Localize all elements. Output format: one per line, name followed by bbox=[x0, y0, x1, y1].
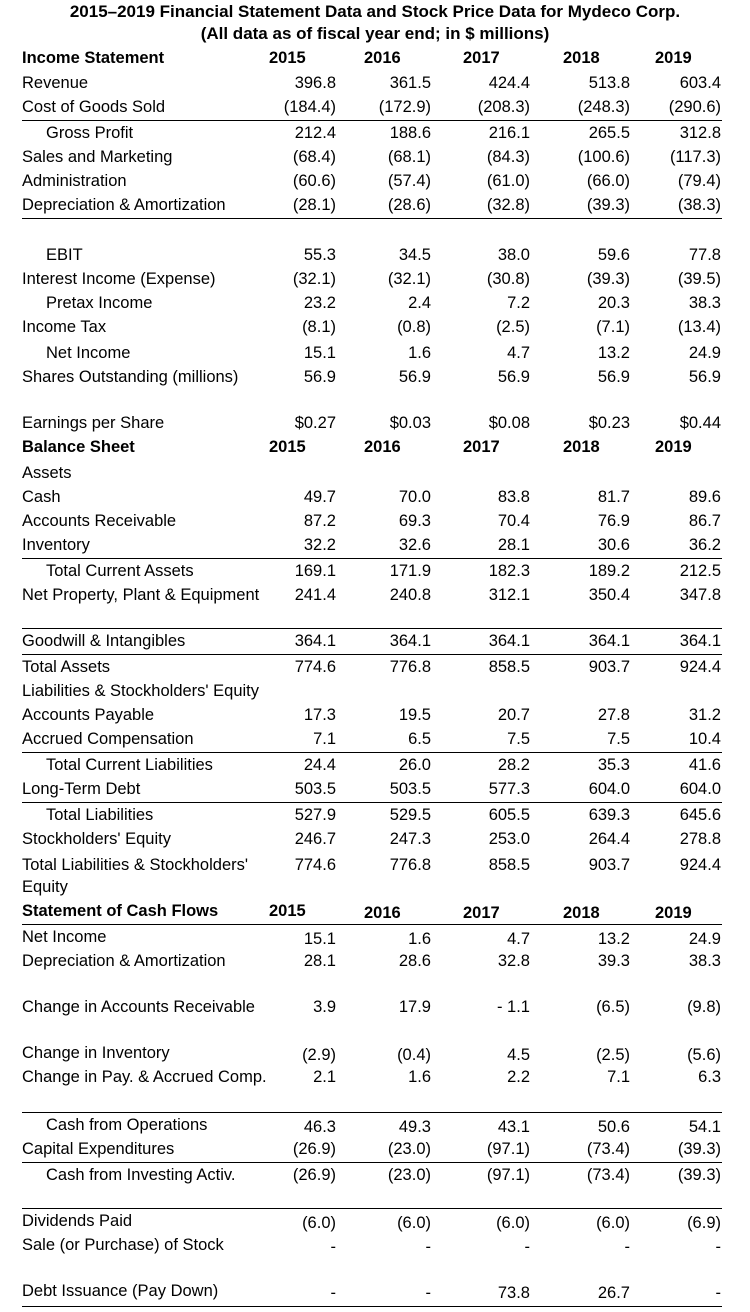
cell-value: 24.4 bbox=[303, 756, 336, 774]
cell-value: - bbox=[715, 1284, 721, 1302]
row-label: Total Assets bbox=[22, 658, 111, 676]
cell-value: 83.8 bbox=[497, 488, 530, 506]
cell-value: 70.0 bbox=[398, 488, 431, 506]
cell-value: (39.3) bbox=[586, 270, 630, 288]
cell-value: 13.2 bbox=[597, 344, 630, 362]
cell-value: 24.9 bbox=[688, 930, 721, 948]
cell-value: 31.2 bbox=[688, 706, 721, 724]
row-label: Cash from Investing Activ. bbox=[46, 1166, 236, 1184]
cell-value: 35.3 bbox=[597, 756, 630, 774]
row-label: Cost of Goods Sold bbox=[22, 98, 166, 116]
year-header: 2018 bbox=[563, 438, 600, 456]
cell-value: 20.7 bbox=[497, 706, 530, 724]
cell-value: 188.6 bbox=[389, 124, 431, 142]
cell-value: 39.3 bbox=[597, 952, 630, 970]
cell-value: 76.9 bbox=[597, 512, 630, 530]
cell-value: 73.8 bbox=[497, 1284, 530, 1302]
cell-value: 86.7 bbox=[688, 512, 721, 530]
cell-value: 776.8 bbox=[389, 856, 431, 874]
cell-value: 56.9 bbox=[303, 368, 336, 386]
cell-value: 32.2 bbox=[303, 536, 336, 554]
row-label: Pretax Income bbox=[46, 294, 153, 312]
divider bbox=[22, 1112, 722, 1113]
cell-value: (100.6) bbox=[577, 148, 630, 166]
cell-value: 1.6 bbox=[408, 930, 431, 948]
year-header: 2018 bbox=[563, 49, 600, 67]
cell-value: 503.5 bbox=[389, 780, 431, 798]
cell-value: 2.4 bbox=[408, 294, 431, 312]
row-label: Shares Outstanding (millions) bbox=[22, 368, 239, 386]
row-label: Capital Expenditures bbox=[22, 1140, 175, 1158]
cell-value: 264.4 bbox=[588, 830, 630, 848]
cell-value: (68.1) bbox=[387, 148, 431, 166]
cell-value: 46.3 bbox=[303, 1118, 336, 1136]
cell-value: 246.7 bbox=[294, 830, 336, 848]
cell-value: 527.9 bbox=[294, 806, 336, 824]
cell-value: 4.7 bbox=[507, 930, 530, 948]
cell-value: 503.5 bbox=[294, 780, 336, 798]
cell-value: - 1.1 bbox=[496, 998, 530, 1016]
cell-value: (0.4) bbox=[397, 1046, 431, 1064]
cell-value: 924.4 bbox=[679, 658, 721, 676]
cell-value: 265.5 bbox=[588, 124, 630, 142]
cell-value: 189.2 bbox=[588, 562, 630, 580]
year-header: 2015 bbox=[269, 49, 306, 67]
cell-value: 774.6 bbox=[294, 658, 336, 676]
cell-value: (32.1) bbox=[292, 270, 336, 288]
row-label: EBIT bbox=[46, 246, 83, 264]
cell-value: 6.5 bbox=[408, 730, 431, 748]
divider bbox=[22, 1306, 722, 1307]
cell-value: 513.8 bbox=[588, 74, 630, 92]
cell-value: (97.1) bbox=[486, 1140, 530, 1158]
cell-value: 69.3 bbox=[398, 512, 431, 530]
cell-value: 396.8 bbox=[294, 74, 336, 92]
cell-value: 212.5 bbox=[679, 562, 721, 580]
cell-value: 50.6 bbox=[597, 1118, 630, 1136]
cell-value: 347.8 bbox=[679, 586, 721, 604]
cell-value: (117.3) bbox=[669, 148, 721, 166]
cell-value: 26.7 bbox=[597, 1284, 630, 1302]
cell-value: $0.08 bbox=[488, 414, 530, 432]
cell-value: 24.9 bbox=[688, 344, 721, 362]
cell-value: (73.4) bbox=[586, 1166, 630, 1184]
cell-value: (23.0) bbox=[387, 1166, 431, 1184]
cell-value: 903.7 bbox=[588, 856, 630, 874]
cell-value: 241.4 bbox=[294, 586, 336, 604]
cell-value: 54.1 bbox=[688, 1118, 721, 1136]
cell-value: 28.6 bbox=[398, 952, 431, 970]
cell-value: 43.1 bbox=[497, 1118, 530, 1136]
year-header: 2016 bbox=[364, 49, 401, 67]
year-header: 2017 bbox=[463, 438, 500, 456]
page-subtitle: (All data as of fiscal year end; in $ millions) bbox=[200, 24, 550, 43]
cell-value: 2.1 bbox=[313, 1068, 336, 1086]
cell-value: 49.7 bbox=[303, 488, 336, 506]
cell-value: (84.3) bbox=[486, 148, 530, 166]
cell-value: - bbox=[330, 1284, 336, 1302]
cell-value: 19.5 bbox=[398, 706, 431, 724]
cell-value: 77.8 bbox=[688, 246, 721, 264]
cell-value: 36.2 bbox=[688, 536, 721, 554]
cell-value: 424.4 bbox=[488, 74, 530, 92]
cell-value: 30.6 bbox=[597, 536, 630, 554]
cell-value: 774.6 bbox=[294, 856, 336, 874]
year-header: 2019 bbox=[655, 904, 692, 922]
row-label: Sales and Marketing bbox=[22, 148, 173, 166]
row-label: Total Current Liabilities bbox=[46, 756, 213, 774]
cell-value: (28.6) bbox=[387, 196, 431, 214]
row-label: Change in Pay. & Accrued Comp. bbox=[22, 1068, 267, 1086]
cell-value: 645.6 bbox=[679, 806, 721, 824]
cell-value: 38.3 bbox=[688, 952, 721, 970]
cell-value: 23.2 bbox=[303, 294, 336, 312]
cell-value: 171.9 bbox=[389, 562, 431, 580]
cell-value: 28.1 bbox=[497, 536, 530, 554]
row-label: Stockholders' Equity bbox=[22, 830, 171, 848]
cell-value: (13.4) bbox=[677, 318, 721, 336]
cell-value: (39.3) bbox=[677, 1140, 721, 1158]
row-label: Gross Profit bbox=[46, 124, 134, 142]
cell-value: 604.0 bbox=[679, 780, 721, 798]
cell-value: 41.6 bbox=[688, 756, 721, 774]
cell-value: (6.5) bbox=[596, 998, 630, 1016]
year-header: 2019 bbox=[655, 49, 692, 67]
cell-value: (57.4) bbox=[387, 172, 431, 190]
row-label: Net Income bbox=[46, 344, 131, 362]
cell-value: 4.5 bbox=[507, 1046, 530, 1064]
row-label: Goodwill & Intangibles bbox=[22, 632, 186, 650]
row-label: Change in Accounts Receivable bbox=[22, 998, 255, 1016]
cell-value: (97.1) bbox=[486, 1166, 530, 1184]
cell-value: - bbox=[715, 1238, 721, 1256]
cell-value: 364.1 bbox=[389, 632, 431, 650]
cell-value: 364.1 bbox=[294, 632, 336, 650]
year-header: 2015 bbox=[269, 438, 306, 456]
cell-value: 240.8 bbox=[389, 586, 431, 604]
cell-value: (68.4) bbox=[292, 148, 336, 166]
cell-value: 56.9 bbox=[597, 368, 630, 386]
cell-value: 38.3 bbox=[688, 294, 721, 312]
cell-value: 364.1 bbox=[679, 632, 721, 650]
row-label: Net Income bbox=[22, 928, 107, 946]
row-label: Depreciation & Amortization bbox=[22, 196, 226, 214]
cell-value: 7.5 bbox=[507, 730, 530, 748]
cell-value: 7.2 bbox=[507, 294, 530, 312]
cell-value: 924.4 bbox=[679, 856, 721, 874]
cell-value: (7.1) bbox=[596, 318, 630, 336]
cell-value: (6.0) bbox=[397, 1214, 431, 1232]
cell-value: 278.8 bbox=[679, 830, 721, 848]
row-label: Debt Issuance (Pay Down) bbox=[22, 1282, 219, 1300]
cell-value: 2.2 bbox=[507, 1068, 530, 1086]
row-label: Accounts Receivable bbox=[22, 512, 177, 530]
cell-value: (2.9) bbox=[302, 1046, 336, 1064]
cell-value: 17.9 bbox=[398, 998, 431, 1016]
row-label: Net Property, Plant & Equipment bbox=[22, 586, 260, 604]
row-label: Cash bbox=[22, 488, 61, 506]
cell-value: 7.1 bbox=[607, 1068, 630, 1086]
cell-value: (290.6) bbox=[668, 98, 721, 116]
cell-value: 350.4 bbox=[588, 586, 630, 604]
row-label: Administration bbox=[22, 172, 127, 190]
divider bbox=[22, 218, 722, 219]
cell-value: (30.8) bbox=[486, 270, 530, 288]
cell-value: (39.3) bbox=[586, 196, 630, 214]
cell-value: 529.5 bbox=[389, 806, 431, 824]
cell-value: 34.5 bbox=[398, 246, 431, 264]
cell-value: (66.0) bbox=[586, 172, 630, 190]
divider bbox=[22, 120, 722, 121]
cell-value: 858.5 bbox=[488, 658, 530, 676]
cell-value: 1.6 bbox=[408, 1068, 431, 1086]
cell-value: (6.0) bbox=[596, 1214, 630, 1232]
cell-value: $0.44 bbox=[679, 414, 721, 432]
cell-value: - bbox=[425, 1284, 431, 1302]
cell-value: 253.0 bbox=[488, 830, 530, 848]
row-label: Assets bbox=[22, 464, 72, 482]
cell-value: 903.7 bbox=[588, 658, 630, 676]
year-header: 2017 bbox=[463, 49, 500, 67]
cell-value: 26.0 bbox=[398, 756, 431, 774]
cell-value: (73.4) bbox=[586, 1140, 630, 1158]
cell-value: 312.8 bbox=[679, 124, 721, 142]
cell-value: 604.0 bbox=[588, 780, 630, 798]
divider bbox=[22, 1162, 722, 1163]
row-label: Total Liabilities & Stockholders' Equity bbox=[22, 856, 249, 896]
cell-value: (248.3) bbox=[577, 98, 630, 116]
cell-value: 20.3 bbox=[597, 294, 630, 312]
row-label: Earnings per Share bbox=[22, 414, 165, 432]
row-label: Revenue bbox=[22, 74, 89, 92]
divider bbox=[22, 628, 722, 629]
cell-value: 59.6 bbox=[597, 246, 630, 264]
cell-value: (6.0) bbox=[302, 1214, 336, 1232]
cell-value: (61.0) bbox=[486, 172, 530, 190]
cell-value: - bbox=[624, 1238, 630, 1256]
cell-value: (6.9) bbox=[687, 1214, 721, 1232]
cell-value: 169.1 bbox=[294, 562, 336, 580]
cell-value: 56.9 bbox=[688, 368, 721, 386]
section-header: Income Statement bbox=[22, 49, 165, 67]
cell-value: 38.0 bbox=[497, 246, 530, 264]
cell-value: 56.9 bbox=[497, 368, 530, 386]
cell-value: 28.1 bbox=[303, 952, 336, 970]
row-label: Dividends Paid bbox=[22, 1212, 133, 1230]
row-label: Total Liabilities bbox=[46, 806, 154, 824]
divider bbox=[22, 654, 722, 655]
cell-value: (23.0) bbox=[387, 1140, 431, 1158]
year-header: 2015 bbox=[269, 902, 306, 920]
cell-value: 10.4 bbox=[688, 730, 721, 748]
cell-value: (60.6) bbox=[292, 172, 336, 190]
cell-value: 1.6 bbox=[408, 344, 431, 362]
row-label: Depreciation & Amortization bbox=[22, 952, 226, 970]
cell-value: - bbox=[425, 1238, 431, 1256]
cell-value: (2.5) bbox=[596, 1046, 630, 1064]
cell-value: 27.8 bbox=[597, 706, 630, 724]
cell-value: (26.9) bbox=[292, 1166, 336, 1184]
cell-value: 212.4 bbox=[294, 124, 336, 142]
row-label: Accounts Payable bbox=[22, 706, 155, 724]
year-header: 2019 bbox=[655, 438, 692, 456]
divider bbox=[22, 1208, 722, 1209]
cell-value: (184.4) bbox=[283, 98, 336, 116]
cell-value: $0.03 bbox=[389, 414, 431, 432]
cell-value: (8.1) bbox=[302, 318, 336, 336]
cell-value: (32.8) bbox=[486, 196, 530, 214]
cell-value: 603.4 bbox=[679, 74, 721, 92]
cell-value: $0.27 bbox=[294, 414, 336, 432]
year-header: 2016 bbox=[364, 904, 401, 922]
cell-value: 364.1 bbox=[488, 632, 530, 650]
cell-value: 81.7 bbox=[597, 488, 630, 506]
year-header: 2018 bbox=[563, 904, 600, 922]
cell-value: 7.1 bbox=[313, 730, 336, 748]
page-title: 2015–2019 Financial Statement Data and Stock Price Data for Mydeco Corp. bbox=[69, 2, 681, 21]
cell-value: (5.6) bbox=[687, 1046, 721, 1064]
row-label: Sale (or Purchase) of Stock bbox=[22, 1236, 224, 1254]
cell-value: 361.5 bbox=[389, 74, 431, 92]
cell-value: (79.4) bbox=[677, 172, 721, 190]
cell-value: (32.1) bbox=[387, 270, 431, 288]
cell-value: - bbox=[330, 1238, 336, 1256]
cell-value: (208.3) bbox=[477, 98, 530, 116]
cell-value: 89.6 bbox=[688, 488, 721, 506]
cell-value: (38.3) bbox=[677, 196, 721, 214]
row-label: Liabilities & Stockholders' Equity bbox=[22, 682, 260, 700]
row-label: Interest Income (Expense) bbox=[22, 270, 216, 288]
row-label: Inventory bbox=[22, 536, 90, 554]
cell-value: 182.3 bbox=[488, 562, 530, 580]
cell-value: 28.2 bbox=[497, 756, 530, 774]
row-label: Accrued Compensation bbox=[22, 730, 194, 748]
cell-value: (6.0) bbox=[496, 1214, 530, 1232]
divider bbox=[22, 924, 722, 925]
cell-value: - bbox=[524, 1238, 530, 1256]
cell-value: (26.9) bbox=[292, 1140, 336, 1158]
cell-value: 55.3 bbox=[303, 246, 336, 264]
cell-value: 858.5 bbox=[488, 856, 530, 874]
cell-value: 776.8 bbox=[389, 658, 431, 676]
year-header: 2016 bbox=[364, 438, 401, 456]
cell-value: 56.9 bbox=[398, 368, 431, 386]
cell-value: $0.23 bbox=[588, 414, 630, 432]
divider bbox=[22, 802, 722, 803]
cell-value: 216.1 bbox=[488, 124, 530, 142]
cell-value: 70.4 bbox=[497, 512, 530, 530]
cell-value: 49.3 bbox=[398, 1118, 431, 1136]
cell-value: 15.1 bbox=[303, 930, 336, 948]
row-label: Cash from Operations bbox=[46, 1116, 208, 1134]
cell-value: (172.9) bbox=[378, 98, 431, 116]
cell-value: 364.1 bbox=[588, 632, 630, 650]
cell-value: (39.5) bbox=[677, 270, 721, 288]
cell-value: 13.2 bbox=[597, 930, 630, 948]
cell-value: (28.1) bbox=[292, 196, 336, 214]
cell-value: 577.3 bbox=[488, 780, 530, 798]
cell-value: 6.3 bbox=[698, 1068, 721, 1086]
row-label: Long-Term Debt bbox=[22, 780, 141, 798]
cell-value: 15.1 bbox=[303, 344, 336, 362]
row-label: Income Tax bbox=[22, 318, 107, 336]
cell-value: 312.1 bbox=[488, 586, 530, 604]
divider bbox=[22, 558, 722, 559]
cell-value: (2.5) bbox=[496, 318, 530, 336]
cell-value: 32.6 bbox=[398, 536, 431, 554]
cell-value: 3.9 bbox=[313, 998, 336, 1016]
divider bbox=[22, 752, 722, 753]
cell-value: 247.3 bbox=[389, 830, 431, 848]
year-header: 2017 bbox=[463, 904, 500, 922]
cell-value: 639.3 bbox=[588, 806, 630, 824]
section-header: Balance Sheet bbox=[22, 438, 135, 456]
cell-value: (0.8) bbox=[397, 318, 431, 336]
cell-value: 32.8 bbox=[497, 952, 530, 970]
cell-value: 4.7 bbox=[507, 344, 530, 362]
cell-value: (39.3) bbox=[677, 1166, 721, 1184]
section-header: Statement of Cash Flows bbox=[22, 902, 219, 920]
cell-value: (9.8) bbox=[687, 998, 721, 1016]
row-label: Total Current Assets bbox=[46, 562, 194, 580]
cell-value: 7.5 bbox=[607, 730, 630, 748]
row-label: Change in Inventory bbox=[22, 1044, 170, 1062]
cell-value: 605.5 bbox=[488, 806, 530, 824]
cell-value: 87.2 bbox=[303, 512, 336, 530]
cell-value: 17.3 bbox=[303, 706, 336, 724]
